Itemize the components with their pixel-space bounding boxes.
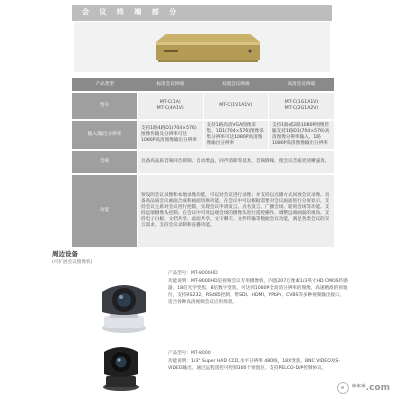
table-row xyxy=(72,175,334,247)
terminal-box-icon xyxy=(74,22,330,72)
table-cell xyxy=(138,93,204,119)
table-header-cell: 标清会议终端 xyxy=(138,78,204,91)
table-cell: 支持1路或2路1080P图像传输支持1路D1(704×576)高清图像分辨率输入，1路1080P高清图像输出分辨率 xyxy=(269,121,335,149)
row-label: 输入/输出分辨率 xyxy=(72,121,138,149)
peripherals-title: 周边设备 xyxy=(52,250,78,258)
table-row xyxy=(72,151,334,173)
table-header-cell: 产品类型 xyxy=(72,78,138,91)
model-text: MT-C(1A) MT-C(4A1V) xyxy=(156,100,184,111)
model-text: MT-C(1V1A1V) xyxy=(219,103,253,108)
row-label: 型号 xyxy=(72,93,138,119)
product-block xyxy=(168,270,348,306)
peripherals-subtitle: (可扩展会议摄像机) xyxy=(52,260,93,265)
table-header-row xyxy=(72,78,334,91)
table-cell: 支持1路高清VGA图像采集、1D1(704×576)图像采集分辨率可达1080P高清图像输出分辨率 xyxy=(203,121,269,149)
watermark xyxy=(337,382,390,394)
row-label: 功能 xyxy=(72,175,138,247)
product-model: 产品型号：MT-8000HD xyxy=(168,271,218,276)
table-cell: 预设的会议录像和本地录像功能，可以对会议进行录像；并支持以点播方式回放会议录像。具备高品质会议画面合成和画面切换功能，在会议中可以根据需要对会议画面进行分屏显示，支持会议主席对会议进行控制，实现会议申请发言、点名发言、广播会场、轮询会场等功能。支持远端摄像头控制，在会议中可对远端会场的摄像头进行遥控操作，调整远端画面的视角。支持电子白板、文档共享、桌面共享、文字聊天、文件传输等数据会议功能，满足各类会议的交互需求，支持会议录制和直播功能。 xyxy=(138,175,335,247)
product-model: 产品型号：MT-8000 xyxy=(168,351,211,356)
product-description: 功能说明：MT-8000HD是视频会议专用摄像机，内置207万像素1/3英寸HD CMOS传感器，18倍光学变焦，8倍数字变焦，可达到1080P全高清分辨率的图像，高速精准的预置位，支持RS232、RS485控制，带SDI、HDMI、YPbPr、CVBS等多种视频输出接口，适合各种高清视频会议应用场景。 xyxy=(168,279,348,305)
watermark-logo-icon xyxy=(337,382,349,394)
table-header-cell: 高清会议终端 xyxy=(269,78,335,91)
table-cell: 具备高品质音频回音抑制、自动增益、回声消除等技术，音频降噪，使会议音质更清晰逼真。 xyxy=(138,151,335,173)
spec-table xyxy=(72,78,334,247)
table-row xyxy=(72,121,334,149)
product-description: 功能说明：1/3" Super HAD CCD,水平分辨率 480线，18X变焦，BNC VIDEO及S-VIDEO输出，通过远程遥控可控制300个预置位，支持PELCO-D/P控制协议。 xyxy=(168,359,340,371)
table-row xyxy=(72,93,334,119)
ptz-camera-icon xyxy=(92,272,156,334)
section-header xyxy=(72,5,332,21)
product-block xyxy=(168,350,348,372)
section-header-title: 会 议 终 端 部 分 xyxy=(82,8,181,16)
table-cell: 支持1路4路D1(704×576)图像传输及分辨率可达1080P高清图像输出分辨率 xyxy=(138,121,204,149)
watermark-text: ***.com xyxy=(351,383,390,393)
table-cell xyxy=(269,93,335,119)
row-label: 音频 xyxy=(72,151,138,173)
model-text: MT-C(1G1A1V) MT-C(2G1A2V) xyxy=(284,100,319,111)
table-cell xyxy=(203,93,269,119)
table-header-cell: 双流会议终端 xyxy=(203,78,269,91)
ptz-camera-small-icon xyxy=(92,342,150,392)
